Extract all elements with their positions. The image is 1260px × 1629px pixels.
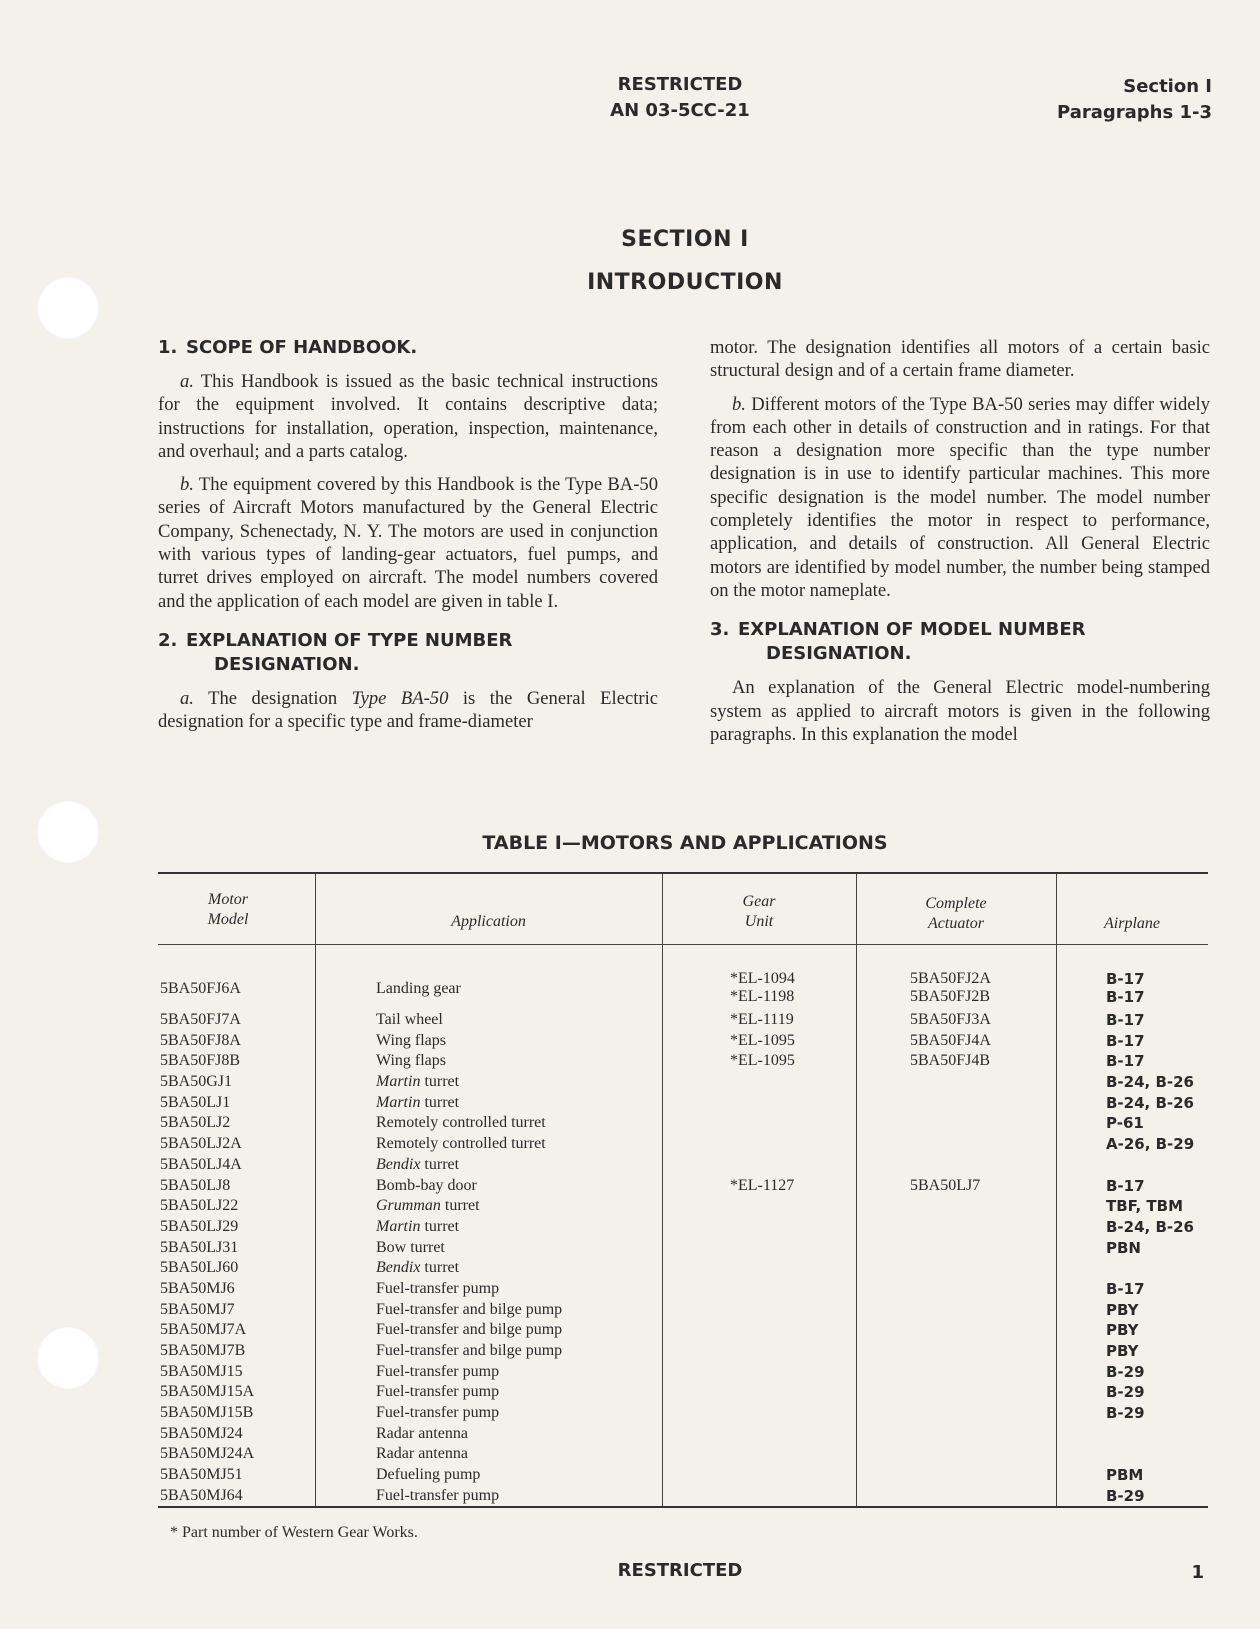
cell-motor-model: 5BA50LJ22 <box>160 1197 239 1215</box>
cell-motor-model: 5BA50MJ64 <box>160 1486 243 1504</box>
table-row <box>158 1011 1208 1032</box>
cell-motor-model: 5BA50FJ7A <box>160 1011 241 1028</box>
heading-type-number: 2. EXPLANATION OF TYPE NUMBER DESIGNATION. <box>158 629 513 675</box>
cell-airplane: A-26, B-29 <box>1106 1135 1195 1154</box>
table-row <box>158 1445 1208 1466</box>
header-divider <box>158 944 1208 945</box>
cell-motor-model: 5BA50LJ60 <box>160 1259 239 1277</box>
table-row <box>158 1363 1208 1384</box>
table-body <box>158 970 1208 1508</box>
cell-airplane: PBY <box>1106 1342 1139 1360</box>
cell-gear-unit: *EL-1094 *EL-1198 <box>730 970 795 1005</box>
cell-motor-model: 5BA50GJ1 <box>160 1073 233 1091</box>
cell-application: Remotely controlled turret <box>376 1114 546 1132</box>
motors-table <box>158 872 1208 1508</box>
right-column <box>710 336 1210 756</box>
cell-airplane: B-29 <box>1106 1362 1145 1381</box>
cell-application: Fuel-transfer and bilge pump <box>376 1321 563 1339</box>
cell-airplane: PBY <box>1106 1300 1139 1319</box>
cell-motor-model: 5BA50FJ6A <box>160 980 241 997</box>
col-header-motor-model: Motor Model <box>207 891 249 928</box>
cell-airplane: B-17 <box>1106 1031 1145 1050</box>
cell-application: Grumman turret <box>376 1197 480 1215</box>
paragraph-2b: b. Different motors of the Type BA-50 series may differ widely from each other in details of construction and in ratings. For that reason a designation more specific than the type number designation is in use to identify particular machines. This more specific designation is the model number. The model number completely identifies the motor in respect to performance, application, and details of construction. All General Electric motors are identified by model number, the number being stamped on the motor nameplate. <box>710 393 1210 601</box>
cell-airplane: B-29 <box>1106 1383 1145 1402</box>
cell-motor-model: 5BA50FJ8B <box>160 1052 241 1070</box>
cell-motor-model: 5BA50MJ15A <box>160 1383 255 1401</box>
table-row <box>158 1135 1208 1156</box>
table-row <box>158 1466 1208 1487</box>
section-number: SECTION I <box>621 227 749 252</box>
cell-airplane: B-17 <box>1106 1279 1145 1298</box>
table-row <box>158 1239 1208 1260</box>
heading-model-number: 3. EXPLANATION OF MODEL NUMBER DESIGNATION. <box>710 619 1086 665</box>
page-header-right <box>912 74 1212 126</box>
paragraph-1a: a. This Handbook is issued as the basic technical instructions for the equipment involved. It contains descriptive data; instructions for installation, operation, inspection, maintenance, and overhaul; and a parts catalog. <box>158 371 658 462</box>
cell-complete-actuator: 5BA50FJ2A 5BA50FJ2B <box>910 970 991 1005</box>
header-classification: RESTRICTED <box>617 74 743 95</box>
cell-application: Bomb-bay door <box>376 1176 477 1194</box>
cell-motor-model: 5BA50MJ51 <box>160 1466 243 1484</box>
cell-airplane: PBN <box>1106 1238 1141 1257</box>
cell-airplane: PBY <box>1106 1321 1139 1340</box>
cell-application: Tail wheel <box>376 1011 443 1028</box>
cell-airplane: TBF, TBM <box>1106 1197 1184 1216</box>
cell-application: Wing flaps <box>376 1031 447 1049</box>
table-row <box>158 1487 1208 1508</box>
table-row <box>158 970 1208 1011</box>
cell-motor-model: 5BA50MJ24A <box>160 1445 255 1463</box>
cell-airplane: PBM <box>1106 1466 1144 1485</box>
cell-motor-model: 5BA50LJ2 <box>160 1114 231 1132</box>
cell-application: Fuel-transfer pump <box>376 1404 500 1422</box>
cell-airplane: B-24, B-26 <box>1106 1073 1194 1092</box>
header-section-ref: Section I <box>1123 76 1212 97</box>
section-title: INTRODUCTION <box>587 270 783 295</box>
page-header-center <box>560 72 800 124</box>
cell-application: Bendix turret <box>376 1155 460 1173</box>
cell-complete-actuator: 5BA50FJ3A <box>910 1011 991 1028</box>
paragraph-3: An explanation of the General Electric model-numbering system as applied to aircraft motors is given in the following paragraphs. In this explanation the model <box>710 677 1210 745</box>
cell-airplane: B-24, B-26 <box>1106 1093 1194 1112</box>
table-row <box>158 1114 1208 1135</box>
cell-application: Defueling pump <box>376 1466 481 1484</box>
table-row <box>158 1094 1208 1115</box>
cell-motor-model: 5BA50MJ7 <box>160 1300 235 1318</box>
cell-application: Radar antenna <box>376 1424 468 1442</box>
footer-classification: RESTRICTED <box>617 1560 743 1581</box>
col-header-gear-unit: Gear Unit <box>742 893 776 930</box>
cell-application: Martin turret <box>376 1073 460 1091</box>
table-row <box>158 1321 1208 1342</box>
cell-application: Martin turret <box>376 1217 460 1235</box>
cell-airplane: B-29 <box>1106 1404 1145 1423</box>
cell-motor-model: 5BA50MJ6 <box>160 1279 235 1297</box>
cell-airplane: B-24, B-26 <box>1106 1217 1194 1236</box>
cell-motor-model: 5BA50LJ4A <box>160 1155 242 1173</box>
cell-motor-model: 5BA50LJ29 <box>160 1217 239 1235</box>
cell-application: Bendix turret <box>376 1259 460 1277</box>
left-column <box>158 336 658 744</box>
col-header-application: Application <box>451 913 526 930</box>
cell-application: Fuel-transfer pump <box>376 1362 500 1380</box>
paragraph-2a: a. The designation Type BA-50 is the General Electric designation for a specific type and frame-diameter <box>158 687 658 733</box>
cell-gear-unit: *EL-1127 <box>730 1176 795 1194</box>
heading-scope: 1. SCOPE OF HANDBOOK. <box>158 337 418 358</box>
cell-motor-model: 5BA50LJ2A <box>160 1135 242 1153</box>
cell-motor-model: 5BA50MJ24 <box>160 1424 243 1442</box>
table-row <box>158 1280 1208 1301</box>
table-title: TABLE I—MOTORS AND APPLICATIONS <box>482 832 888 854</box>
table-footnote: * Part number of Western Gear Works. <box>170 1524 418 1541</box>
cell-gear-unit: *EL-1095 <box>730 1052 795 1070</box>
cell-airplane: B-17 B-17 <box>1106 970 1145 1006</box>
cell-application: Wing flaps <box>376 1052 447 1070</box>
table-row <box>158 1259 1208 1280</box>
cell-airplane: B-17 <box>1106 1176 1145 1195</box>
cell-application: Martin turret <box>376 1093 460 1111</box>
cell-motor-model: 5BA50FJ8A <box>160 1031 241 1049</box>
cell-motor-model: 5BA50MJ15 <box>160 1362 243 1380</box>
cell-application: Fuel-transfer and bilge pump <box>376 1342 563 1359</box>
table-row <box>158 1301 1208 1322</box>
cell-airplane: B-17 <box>1106 1011 1145 1029</box>
table-row <box>158 1197 1208 1218</box>
table-row <box>158 1218 1208 1239</box>
cell-application: Bow turret <box>376 1238 445 1256</box>
cell-motor-model: 5BA50LJ31 <box>160 1238 239 1256</box>
cell-complete-actuator: 5BA50FJ4B <box>910 1052 991 1070</box>
col-header-complete-actuator: Complete Actuator <box>925 895 987 932</box>
table-row <box>158 1032 1208 1053</box>
cell-complete-actuator: 5BA50FJ4A <box>910 1031 991 1049</box>
table-row <box>158 1342 1208 1363</box>
cell-airplane: B-17 <box>1106 1052 1145 1071</box>
cell-application: Fuel-transfer pump <box>376 1486 500 1504</box>
cell-complete-actuator: 5BA50LJ7 <box>910 1176 981 1194</box>
binder-hole <box>36 1326 100 1390</box>
table-row <box>158 1177 1208 1198</box>
header-paragraph-ref: Paragraphs 1-3 <box>1057 102 1212 123</box>
paragraph-2a-continued: motor. The designation identifies all motors of a certain basic structural design and of a certain frame diameter. <box>710 337 1210 382</box>
header-doc-number: AN 03-5CC-21 <box>610 100 750 121</box>
col-header-airplane: Airplane <box>1104 915 1160 932</box>
table-row <box>158 1404 1208 1425</box>
cell-motor-model: 5BA50MJ7A <box>160 1321 247 1339</box>
cell-gear-unit: *EL-1119 <box>730 1011 794 1028</box>
page-number: 1 <box>1191 1562 1204 1583</box>
cell-airplane: B-29 <box>1106 1486 1145 1505</box>
cell-motor-model: 5BA50MJ15B <box>160 1404 254 1422</box>
cell-motor-model: 5BA50LJ1 <box>160 1093 231 1111</box>
cell-airplane: P-61 <box>1106 1114 1144 1133</box>
table-row <box>158 1052 1208 1073</box>
cell-application: Fuel-transfer pump <box>376 1279 500 1297</box>
table-row <box>158 1156 1208 1177</box>
cell-application: Remotely controlled turret <box>376 1135 546 1153</box>
table-row <box>158 1383 1208 1404</box>
cell-motor-model: 5BA50LJ8 <box>160 1176 231 1194</box>
cell-application: Fuel-transfer pump <box>376 1383 500 1401</box>
cell-application: Fuel-transfer and bilge pump <box>376 1300 563 1318</box>
cell-application: Radar antenna <box>376 1445 468 1463</box>
paragraph-1b: b. The equipment covered by this Handbook is the Type BA-50 series of Aircraft Motors manufactured by the General Electric Company, Schenectady, N. Y. The motors are used in conjunction with various types of landing-gear actuators, fuel pumps, and turret drives employed on aircraft. The model numbers covered and the application of each model are given in table I. <box>158 474 658 612</box>
table-row <box>158 1425 1208 1446</box>
cell-motor-model: 5BA50MJ7B <box>160 1342 246 1359</box>
cell-application: Landing gear <box>376 980 461 997</box>
table-row <box>158 1073 1208 1094</box>
cell-gear-unit: *EL-1095 <box>730 1031 795 1049</box>
